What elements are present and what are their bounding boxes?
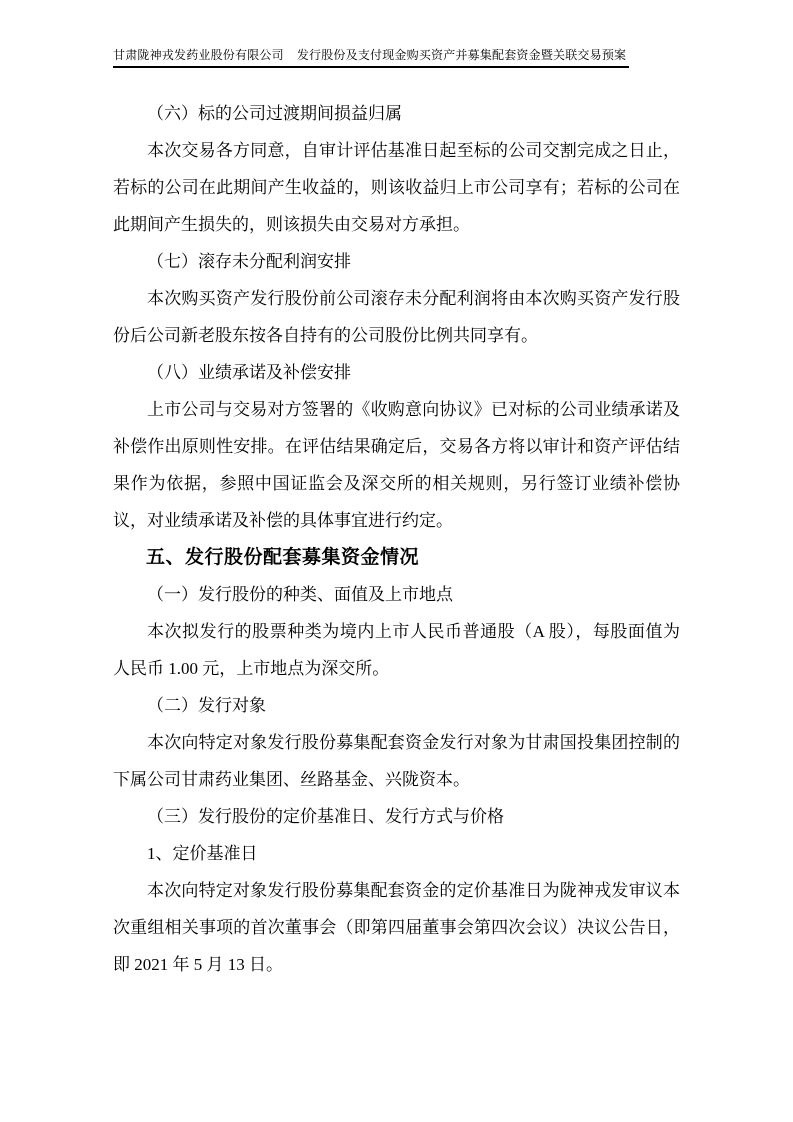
body-paragraph: 本次向特定对象发行股份募集配套资金的定价基准日为陇神戎发审议本次重组相关事项的首次董事会（即第四届董事会第四次会议）决议公告日，即 2021 年 5 月 13 日。 <box>113 881 680 974</box>
section-heading: 五、发行股份配套募集资金情况 <box>146 547 420 568</box>
subsection-heading: （七）滚存未分配利润安排 <box>147 252 351 271</box>
subsection-heading: （二）发行对象 <box>147 696 266 715</box>
subsection-heading: （六）标的公司过渡期间损益归属 <box>147 104 402 123</box>
header-doc-title: 发行股份及支付现金购买资产并募集配套资金暨关联交易预案 <box>296 48 627 62</box>
header-company-name: 甘肃陇神戎发药业股份有限公司 <box>113 48 284 62</box>
page-header <box>113 47 629 68</box>
subsection-heading: （三）发行股份的定价基准日、发行方式与价格 <box>147 807 504 826</box>
subsection-heading: （一）发行股份的种类、面值及上市地点 <box>147 585 453 604</box>
body-paragraph: 本次交易各方同意，自审计评估基准日起至标的公司交割完成之日止，若标的公司在此期间产生收益的，则该收益归上市公司享有；若标的公司在此期间产生损失的，则该损失由交易对方承担。 <box>113 141 680 234</box>
body-paragraph: 本次购买资产发行股份前公司滚存未分配利润将由本次购买资产发行股份后公司新老股东按各自持有的公司股份比例共同享有。 <box>113 289 680 345</box>
body-paragraph: 本次向特定对象发行股份募集配套资金发行对象为甘肃国投集团控制的下属公司甘肃药业集团、丝路基金、兴陇资本。 <box>113 733 680 789</box>
body-paragraph: 上市公司与交易对方签署的《收购意向协议》已对标的公司业绩承诺及补偿作出原则性安排。在评估结果确定后，交易各方将以审计和资产评估结果作为依据，参照中国证监会及深交所的相关规则，另行签订业绩补偿协议，对业绩承诺及补偿的具体事宜进行约定。 <box>113 400 680 530</box>
subsection-heading: （八）业绩承诺及补偿安排 <box>147 363 351 382</box>
document-body <box>113 95 680 983</box>
body-paragraph: 本次拟发行的股票种类为境内上市人民币普通股（A 股），每股面值为人民币 1.00 元，上市地点为深交所。 <box>113 622 680 678</box>
numbered-item-heading: 1、定价基准日 <box>147 844 258 863</box>
